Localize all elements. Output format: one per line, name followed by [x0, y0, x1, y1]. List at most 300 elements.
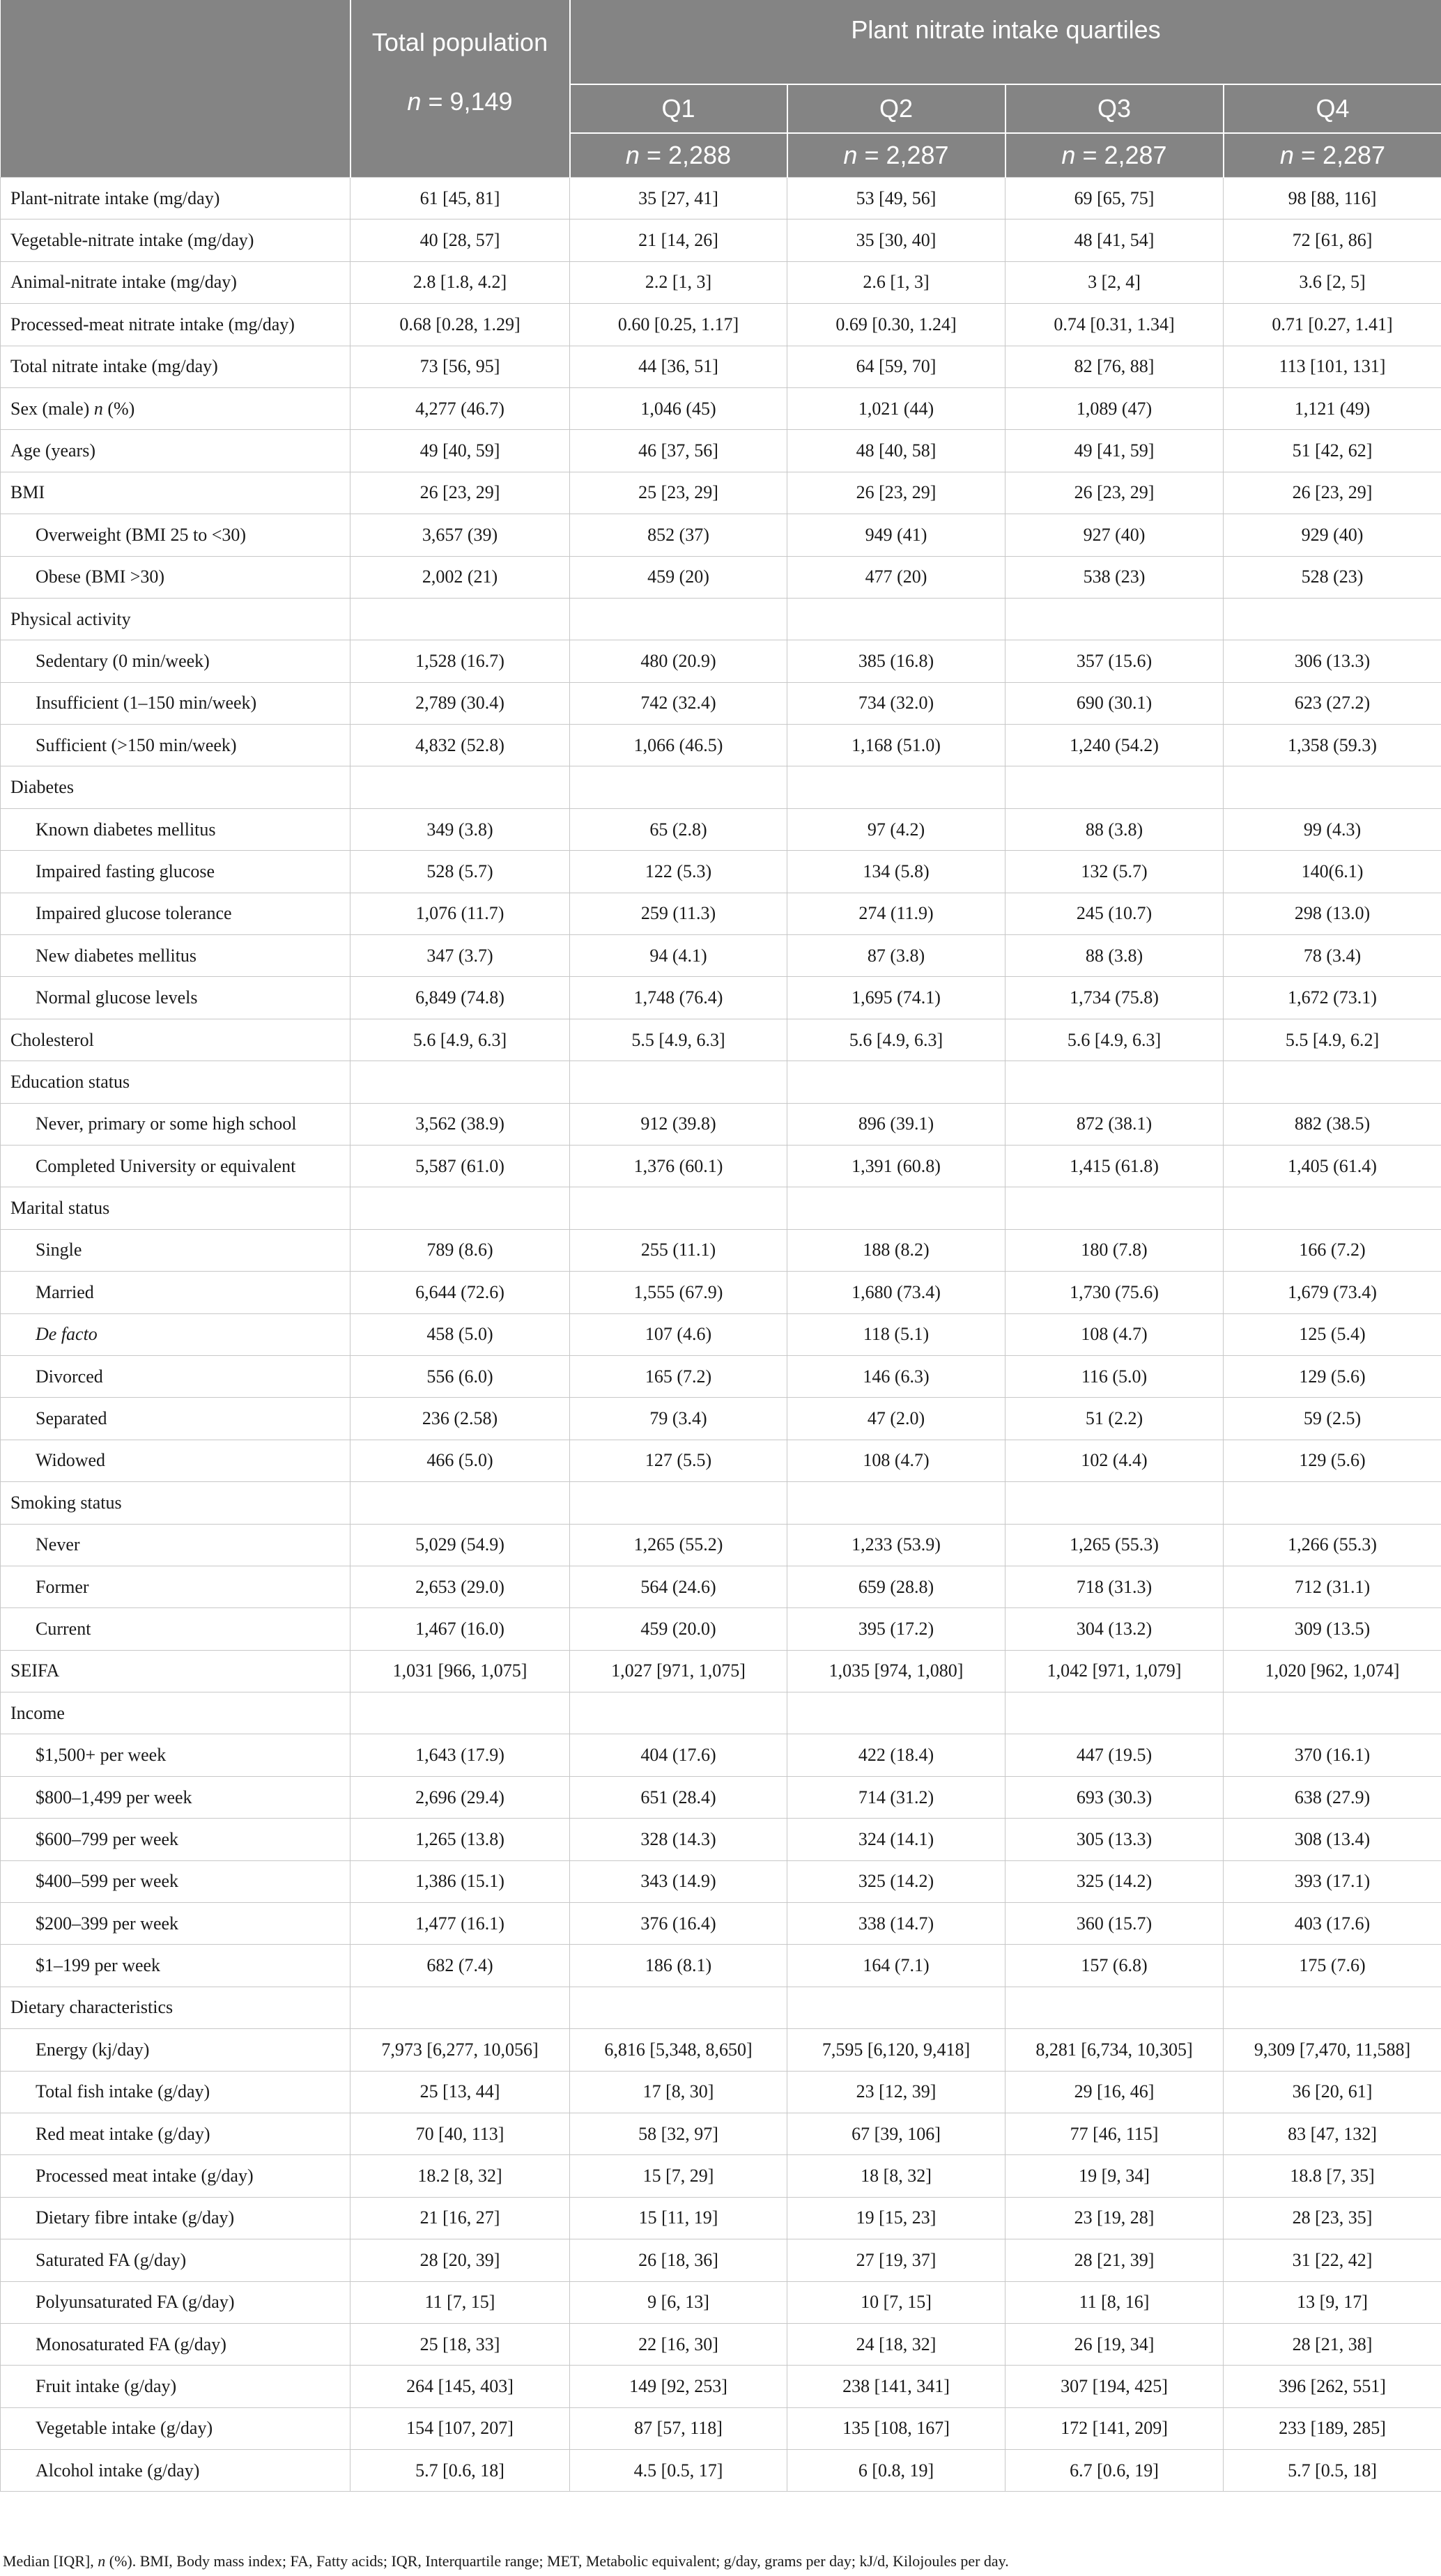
- table-row: [1, 977, 1441, 1019]
- cell-q2: [787, 1482, 1005, 1524]
- row-label: Saturated FA (g/day): [1, 2239, 350, 2281]
- cell-total: 6,849 (74.8): [350, 977, 570, 1019]
- cell-q3: 49 [41, 59]: [1005, 430, 1224, 472]
- cell-q1: 44 [36, 51]: [570, 346, 787, 387]
- table-row: [1, 2071, 1441, 2113]
- header-total-population: Total population: [350, 0, 570, 84]
- table-row: [1, 725, 1441, 766]
- cell-q1: 127 (5.5): [570, 1440, 787, 1481]
- table-row: [1, 851, 1441, 893]
- cell-q1: 4.5 [0.5, 17]: [570, 2450, 787, 2492]
- cell-q4: 1,266 (55.3): [1224, 1524, 1441, 1566]
- cell-q1: 1,027 [971, 1,075]: [570, 1650, 787, 1692]
- cell-total: 2,002 (21): [350, 556, 570, 598]
- table-row: [1, 1187, 1441, 1229]
- row-label: Impaired glucose tolerance: [1, 893, 350, 934]
- cell-q4: 129 (5.6): [1224, 1440, 1441, 1481]
- table-row: [1, 1229, 1441, 1271]
- header-q2-n: n = 2,287: [787, 133, 1005, 178]
- row-label: Never: [1, 1524, 350, 1566]
- cell-q4: 393 (17.1): [1224, 1860, 1441, 1902]
- cell-q4: 298 (13.0): [1224, 893, 1441, 934]
- cell-q2: 67 [39, 106]: [787, 2113, 1005, 2154]
- cell-total: 5,587 (61.0): [350, 1145, 570, 1187]
- cell-q4: [1224, 598, 1441, 640]
- cell-total: 466 (5.0): [350, 1440, 570, 1481]
- cell-q2: 324 (14.1): [787, 1819, 1005, 1860]
- cell-q4: 72 [61, 86]: [1224, 219, 1441, 261]
- cell-q4: 370 (16.1): [1224, 1734, 1441, 1776]
- table-row: [1, 514, 1441, 556]
- cell-total: 61 [45, 81]: [350, 178, 570, 219]
- row-label: Impaired fasting glucose: [1, 851, 350, 893]
- cell-q1: 6,816 [5,348, 8,650]: [570, 2029, 787, 2071]
- cell-q1: [570, 1482, 787, 1524]
- cell-q1: 1,376 (60.1): [570, 1145, 787, 1187]
- cell-q1: 2.2 [1, 3]: [570, 261, 787, 303]
- cell-q4: 623 (27.2): [1224, 682, 1441, 724]
- cell-total: 11 [7, 15]: [350, 2281, 570, 2323]
- cell-q2: 118 (5.1): [787, 1313, 1005, 1355]
- cell-total: 0.68 [0.28, 1.29]: [350, 304, 570, 346]
- header-quartiles-group: Plant nitrate intake quartiles: [570, 0, 1441, 84]
- cell-total: 1,477 (16.1): [350, 1903, 570, 1945]
- table-row: [1, 1272, 1441, 1313]
- cell-total: 6,644 (72.6): [350, 1272, 570, 1313]
- cell-q2: 27 [19, 37]: [787, 2239, 1005, 2281]
- cell-q3: [1005, 1482, 1224, 1524]
- cell-q4: 28 [23, 35]: [1224, 2197, 1441, 2239]
- table-row: [1, 1482, 1441, 1524]
- cell-q3: 1,240 (54.2): [1005, 725, 1224, 766]
- cell-q2: 64 [59, 70]: [787, 346, 1005, 387]
- cell-q4: 36 [20, 61]: [1224, 2071, 1441, 2113]
- cell-total: 3,657 (39): [350, 514, 570, 556]
- row-label: Energy (kj/day): [1, 2029, 350, 2071]
- cell-q2: 714 (31.2): [787, 1776, 1005, 1818]
- table-row: [1, 2281, 1441, 2323]
- cell-q2: [787, 1187, 1005, 1229]
- row-label: Vegetable intake (g/day): [1, 2407, 350, 2449]
- cell-total: 21 [16, 27]: [350, 2197, 570, 2239]
- row-label: Normal glucose levels: [1, 977, 350, 1019]
- table-row: [1, 1776, 1441, 1818]
- cell-q2: 338 (14.7): [787, 1903, 1005, 1945]
- table-row: [1, 2239, 1441, 2281]
- cell-q4: [1224, 1187, 1441, 1229]
- row-label: Animal-nitrate intake (mg/day): [1, 261, 350, 303]
- cell-q2: 422 (18.4): [787, 1734, 1005, 1776]
- row-label: Physical activity: [1, 598, 350, 640]
- cell-total: 5.6 [4.9, 6.3]: [350, 1019, 570, 1061]
- cell-q3: 538 (23): [1005, 556, 1224, 598]
- cell-q1: 21 [14, 26]: [570, 219, 787, 261]
- cell-q3: 19 [9, 34]: [1005, 2155, 1224, 2197]
- row-label: New diabetes mellitus: [1, 935, 350, 977]
- table-row: [1, 346, 1441, 387]
- header-q3: Q3: [1005, 84, 1224, 133]
- cell-q3: 29 [16, 46]: [1005, 2071, 1224, 2113]
- row-label: Overweight (BMI 25 to <30): [1, 514, 350, 556]
- cell-q1: 0.60 [0.25, 1.17]: [570, 304, 787, 346]
- cell-q2: 385 (16.8): [787, 640, 1005, 682]
- cell-q3: 69 [65, 75]: [1005, 178, 1224, 219]
- table-row: [1, 1440, 1441, 1481]
- cell-q1: 1,046 (45): [570, 387, 787, 429]
- row-label: Marital status: [1, 1187, 350, 1229]
- cell-q4: [1224, 1482, 1441, 1524]
- header-q3-n: n = 2,287: [1005, 133, 1224, 178]
- cell-q1: 852 (37): [570, 514, 787, 556]
- table-row: [1, 430, 1441, 472]
- table-row: [1, 1019, 1441, 1061]
- header-total-n: n = 9,149: [350, 84, 570, 178]
- cell-q3: [1005, 1061, 1224, 1103]
- cell-total: 25 [18, 33]: [350, 2323, 570, 2365]
- table-row: [1, 1398, 1441, 1440]
- cell-q3: 1,265 (55.3): [1005, 1524, 1224, 1566]
- cell-total: 1,643 (17.9): [350, 1734, 570, 1776]
- cell-total: 40 [28, 57]: [350, 219, 570, 261]
- cell-q3: [1005, 598, 1224, 640]
- cell-q4: 306 (13.3): [1224, 640, 1441, 682]
- table-row: [1, 1103, 1441, 1145]
- cell-q3: [1005, 1692, 1224, 1734]
- table-row: [1, 1650, 1441, 1692]
- cell-q4: 98 [88, 116]: [1224, 178, 1441, 219]
- cell-q3: 1,730 (75.6): [1005, 1272, 1224, 1313]
- cell-q2: 1,695 (74.1): [787, 977, 1005, 1019]
- cell-q2: 0.69 [0.30, 1.24]: [787, 304, 1005, 346]
- table-footnote: Median [IQR], n (%). BMI, Body mass index; FA, Fatty acids; IQR, Interquartile range; MET, Metabolic equivalent; g/day, grams per day; kJ/d, Kilojoules per day.: [3, 2552, 1009, 2570]
- row-label: Known diabetes mellitus: [1, 808, 350, 850]
- cell-total: 5,029 (54.9): [350, 1524, 570, 1566]
- cell-q2: [787, 1061, 1005, 1103]
- table-body: [1, 178, 1441, 2492]
- cell-q3: [1005, 766, 1224, 808]
- cell-q4: 0.71 [0.27, 1.41]: [1224, 304, 1441, 346]
- cell-q4: 31 [22, 42]: [1224, 2239, 1441, 2281]
- cell-q2: 135 [108, 167]: [787, 2407, 1005, 2449]
- row-label: Sufficient (>150 min/week): [1, 725, 350, 766]
- table-row: [1, 304, 1441, 346]
- row-label: Polyunsaturated FA (g/day): [1, 2281, 350, 2323]
- cell-q1: [570, 1692, 787, 1734]
- cell-q4: 125 (5.4): [1224, 1313, 1441, 1355]
- cell-total: 1,076 (11.7): [350, 893, 570, 934]
- cell-q4: 140(6.1): [1224, 851, 1441, 893]
- row-label: Monosaturated FA (g/day): [1, 2323, 350, 2365]
- cell-q3: 172 [141, 209]: [1005, 2407, 1224, 2449]
- cell-q3: 447 (19.5): [1005, 1734, 1224, 1776]
- cell-q1: 35 [27, 41]: [570, 178, 787, 219]
- header-blank-cell: [1, 0, 350, 178]
- cell-q2: 10 [7, 15]: [787, 2281, 1005, 2323]
- cell-q1: 1,265 (55.2): [570, 1524, 787, 1566]
- cell-q1: 107 (4.6): [570, 1313, 787, 1355]
- cell-q1: 5.5 [4.9, 6.3]: [570, 1019, 787, 1061]
- row-label: Current: [1, 1608, 350, 1650]
- cell-q2: 53 [49, 56]: [787, 178, 1005, 219]
- cell-q3: 11 [8, 16]: [1005, 2281, 1224, 2323]
- table-row: [1, 598, 1441, 640]
- table-row: [1, 640, 1441, 682]
- cell-total: 28 [20, 39]: [350, 2239, 570, 2281]
- row-label: Single: [1, 1229, 350, 1271]
- table-row: [1, 1566, 1441, 1607]
- cell-total: 2.8 [1.8, 4.2]: [350, 261, 570, 303]
- table-row: [1, 2155, 1441, 2197]
- table-row: [1, 1819, 1441, 1860]
- cell-q2: 1,233 (53.9): [787, 1524, 1005, 1566]
- row-label: Cholesterol: [1, 1019, 350, 1061]
- row-label: Diabetes: [1, 766, 350, 808]
- cell-q4: 26 [23, 29]: [1224, 472, 1441, 514]
- table-row: [1, 1608, 1441, 1650]
- table-row: [1, 1692, 1441, 1734]
- row-label: $200–399 per week: [1, 1903, 350, 1945]
- cell-q2: 1,391 (60.8): [787, 1145, 1005, 1187]
- cell-q3: 102 (4.4): [1005, 1440, 1224, 1481]
- cell-total: 1,528 (16.7): [350, 640, 570, 682]
- table-row: [1, 893, 1441, 934]
- cell-q3: 26 [19, 34]: [1005, 2323, 1224, 2365]
- row-label: Sedentary (0 min/week): [1, 640, 350, 682]
- cell-q4: 396 [262, 551]: [1224, 2366, 1441, 2407]
- cell-q4: 233 [189, 285]: [1224, 2407, 1441, 2449]
- cell-total: 73 [56, 95]: [350, 346, 570, 387]
- row-label: Sex (male) n (%): [1, 387, 350, 429]
- cell-q3: 245 (10.7): [1005, 893, 1224, 934]
- header-q1: Q1: [570, 84, 787, 133]
- cell-q3: 0.74 [0.31, 1.34]: [1005, 304, 1224, 346]
- cell-q2: 734 (32.0): [787, 682, 1005, 724]
- table-row: [1, 766, 1441, 808]
- cell-q1: 122 (5.3): [570, 851, 787, 893]
- row-label: SEIFA: [1, 1650, 350, 1692]
- cell-q1: 87 [57, 118]: [570, 2407, 787, 2449]
- cell-q1: 149 [92, 253]: [570, 2366, 787, 2407]
- row-label: Never, primary or some high school: [1, 1103, 350, 1145]
- row-label: Widowed: [1, 1440, 350, 1481]
- row-label: Processed-meat nitrate intake (mg/day): [1, 304, 350, 346]
- cell-q3: 23 [19, 28]: [1005, 2197, 1224, 2239]
- cell-total: 18.2 [8, 32]: [350, 2155, 570, 2197]
- cell-q4: 1,121 (49): [1224, 387, 1441, 429]
- table-header: [1, 0, 1441, 178]
- table-row: [1, 935, 1441, 977]
- cell-q3: 157 (6.8): [1005, 1945, 1224, 1987]
- table-row: [1, 2113, 1441, 2154]
- cell-q4: 309 (13.5): [1224, 1608, 1441, 1650]
- cell-q1: 46 [37, 56]: [570, 430, 787, 472]
- cell-q2: 108 (4.7): [787, 1440, 1005, 1481]
- cell-q2: 87 (3.8): [787, 935, 1005, 977]
- cell-q1: [570, 1187, 787, 1229]
- cell-q4: 1,679 (73.4): [1224, 1272, 1441, 1313]
- cell-total: 1,265 (13.8): [350, 1819, 570, 1860]
- cell-q2: 325 (14.2): [787, 1860, 1005, 1902]
- cell-q4: 18.8 [7, 35]: [1224, 2155, 1441, 2197]
- table-row: [1, 2366, 1441, 2407]
- cell-q3: 357 (15.6): [1005, 640, 1224, 682]
- cell-q4: 1,672 (73.1): [1224, 977, 1441, 1019]
- cell-total: 5.7 [0.6, 18]: [350, 2450, 570, 2492]
- cell-q4: 83 [47, 132]: [1224, 2113, 1441, 2154]
- cell-q1: 742 (32.4): [570, 682, 787, 724]
- cell-total: [350, 1482, 570, 1524]
- cell-total: 1,031 [966, 1,075]: [350, 1650, 570, 1692]
- cell-q2: 238 [141, 341]: [787, 2366, 1005, 2407]
- cell-q3: 1,089 (47): [1005, 387, 1224, 429]
- cell-q1: 376 (16.4): [570, 1903, 787, 1945]
- row-label: $600–799 per week: [1, 1819, 350, 1860]
- cell-q2: [787, 1692, 1005, 1734]
- header-q4: Q4: [1224, 84, 1441, 133]
- cell-q1: 58 [32, 97]: [570, 2113, 787, 2154]
- cell-q4: 175 (7.6): [1224, 1945, 1441, 1987]
- cell-q1: 1,748 (76.4): [570, 977, 787, 1019]
- cell-q1: 1,555 (67.9): [570, 1272, 787, 1313]
- cell-q4: 78 (3.4): [1224, 935, 1441, 977]
- table-row: [1, 808, 1441, 850]
- cell-q1: 17 [8, 30]: [570, 2071, 787, 2113]
- row-label: Insufficient (1–150 min/week): [1, 682, 350, 724]
- cell-q4: 59 (2.5): [1224, 1398, 1441, 1440]
- cell-q2: 6 [0.8, 19]: [787, 2450, 1005, 2492]
- cell-q4: 99 (4.3): [1224, 808, 1441, 850]
- cell-q1: 186 (8.1): [570, 1945, 787, 1987]
- cell-total: 49 [40, 59]: [350, 430, 570, 472]
- cell-total: 2,653 (29.0): [350, 1566, 570, 1607]
- table-row: [1, 1987, 1441, 2028]
- row-label: Dietary characteristics: [1, 1987, 350, 2028]
- cell-q1: 165 (7.2): [570, 1355, 787, 1397]
- cell-q2: [787, 598, 1005, 640]
- cell-q2: 1,021 (44): [787, 387, 1005, 429]
- row-label: De facto: [1, 1313, 350, 1355]
- cell-q1: 459 (20): [570, 556, 787, 598]
- cell-q2: 896 (39.1): [787, 1103, 1005, 1145]
- row-label: Married: [1, 1272, 350, 1313]
- cell-q4: 403 (17.6): [1224, 1903, 1441, 1945]
- cell-q3: 6.7 [0.6, 19]: [1005, 2450, 1224, 2492]
- row-label: Smoking status: [1, 1482, 350, 1524]
- cell-q4: 3.6 [2, 5]: [1224, 261, 1441, 303]
- table-row: [1, 682, 1441, 724]
- row-label: Age (years): [1, 430, 350, 472]
- cell-q1: [570, 766, 787, 808]
- row-label: Separated: [1, 1398, 350, 1440]
- table-row: [1, 1313, 1441, 1355]
- cell-total: 682 (7.4): [350, 1945, 570, 1987]
- cell-q1: 404 (17.6): [570, 1734, 787, 1776]
- table-row: [1, 1945, 1441, 1987]
- cell-total: [350, 598, 570, 640]
- cell-q1: 328 (14.3): [570, 1819, 787, 1860]
- row-label: Divorced: [1, 1355, 350, 1397]
- cell-q3: 693 (30.3): [1005, 1776, 1224, 1818]
- cell-q1: [570, 598, 787, 640]
- cell-total: [350, 766, 570, 808]
- cell-q3: 1,415 (61.8): [1005, 1145, 1224, 1187]
- cell-total: 1,467 (16.0): [350, 1608, 570, 1650]
- cell-q2: 48 [40, 58]: [787, 430, 1005, 472]
- cell-q4: 9,309 [7,470, 11,588]: [1224, 2029, 1441, 2071]
- row-label: Income: [1, 1692, 350, 1734]
- cell-q2: [787, 766, 1005, 808]
- cell-q2: 23 [12, 39]: [787, 2071, 1005, 2113]
- header-q4-n: n = 2,287: [1224, 133, 1441, 178]
- cell-total: 26 [23, 29]: [350, 472, 570, 514]
- cell-q3: 305 (13.3): [1005, 1819, 1224, 1860]
- table-row: [1, 2029, 1441, 2071]
- cell-q4: 308 (13.4): [1224, 1819, 1441, 1860]
- row-label: Total fish intake (g/day): [1, 2071, 350, 2113]
- cell-q1: [570, 1987, 787, 2028]
- cell-total: 349 (3.8): [350, 808, 570, 850]
- cell-total: 154 [107, 207]: [350, 2407, 570, 2449]
- cell-total: 4,832 (52.8): [350, 725, 570, 766]
- cell-q3: 51 (2.2): [1005, 1398, 1224, 1440]
- row-label: Fruit intake (g/day): [1, 2366, 350, 2407]
- cell-q4: [1224, 1061, 1441, 1103]
- cell-q4: 5.5 [4.9, 6.2]: [1224, 1019, 1441, 1061]
- cell-total: 2,789 (30.4): [350, 682, 570, 724]
- cell-q1: 22 [16, 30]: [570, 2323, 787, 2365]
- table-row: [1, 1355, 1441, 1397]
- cell-q2: 19 [15, 23]: [787, 2197, 1005, 2239]
- cell-q1: 912 (39.8): [570, 1103, 787, 1145]
- cell-q3: 180 (7.8): [1005, 1229, 1224, 1271]
- cell-q4: 13 [9, 17]: [1224, 2281, 1441, 2323]
- cell-q1: 94 (4.1): [570, 935, 787, 977]
- cell-q1: 9 [6, 13]: [570, 2281, 787, 2323]
- cell-q3: 108 (4.7): [1005, 1313, 1224, 1355]
- cell-total: [350, 1692, 570, 1734]
- cell-total: 4,277 (46.7): [350, 387, 570, 429]
- cell-q1: 15 [7, 29]: [570, 2155, 787, 2197]
- cell-q2: 18 [8, 32]: [787, 2155, 1005, 2197]
- cell-q3: 8,281 [6,734, 10,305]: [1005, 2029, 1224, 2071]
- cell-total: [350, 1061, 570, 1103]
- cell-q2: 146 (6.3): [787, 1355, 1005, 1397]
- cell-q3: 3 [2, 4]: [1005, 261, 1224, 303]
- cell-q3: 88 (3.8): [1005, 935, 1224, 977]
- table-row: [1, 1145, 1441, 1187]
- table-row: [1, 2197, 1441, 2239]
- cell-q4: 1,020 [962, 1,074]: [1224, 1650, 1441, 1692]
- row-label: Completed University or equivalent: [1, 1145, 350, 1187]
- table-row: [1, 219, 1441, 261]
- table-row: [1, 2407, 1441, 2449]
- table-row: [1, 261, 1441, 303]
- cell-q3: 872 (38.1): [1005, 1103, 1224, 1145]
- cell-q3: 307 [194, 425]: [1005, 2366, 1224, 2407]
- cell-q2: 134 (5.8): [787, 851, 1005, 893]
- cell-q3: 718 (31.3): [1005, 1566, 1224, 1607]
- cell-q1: 564 (24.6): [570, 1566, 787, 1607]
- table-row: [1, 1860, 1441, 1902]
- cell-q4: 5.7 [0.5, 18]: [1224, 2450, 1441, 2492]
- cell-total: 2,696 (29.4): [350, 1776, 570, 1818]
- cell-q4: 166 (7.2): [1224, 1229, 1441, 1271]
- header-q1-n: n = 2,288: [570, 133, 787, 178]
- cell-q4: 712 (31.1): [1224, 1566, 1441, 1607]
- cell-q1: 259 (11.3): [570, 893, 787, 934]
- cell-q1: 15 [11, 19]: [570, 2197, 787, 2239]
- cell-q1: 25 [23, 29]: [570, 472, 787, 514]
